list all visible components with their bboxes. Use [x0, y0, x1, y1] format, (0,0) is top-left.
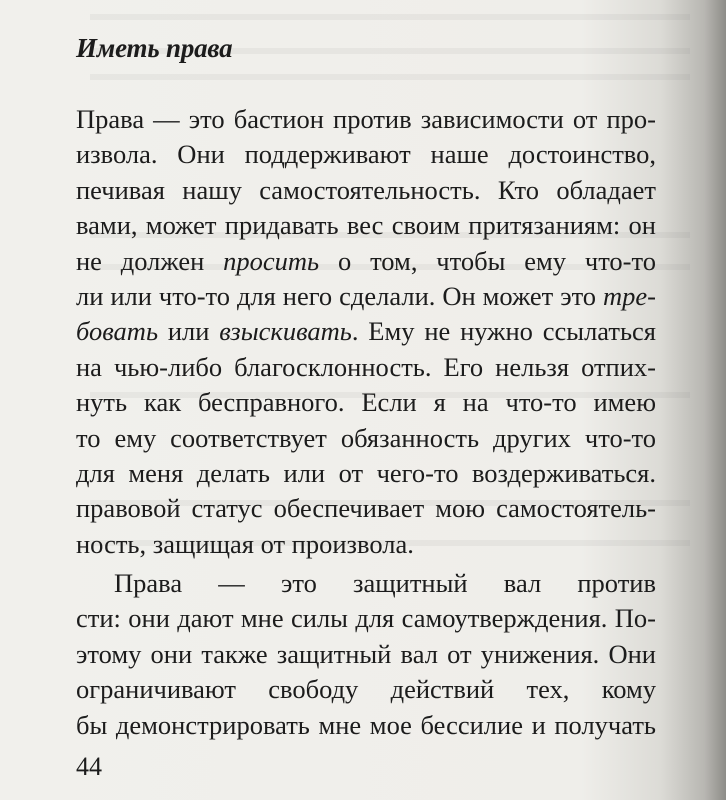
text-line: Права — это защитный вал против	[114, 568, 656, 599]
text-line: нуть как бесправного. Если я на что-то имею	[76, 387, 656, 418]
emphasis: тре-	[603, 280, 656, 311]
text-line: на чью-либо благосклонность. Его нельзя отпих-	[76, 351, 656, 382]
text-line: правовой статус обеспечивает мою самостоятель-	[76, 493, 656, 524]
text-line: Права — это бастион против зависимости от про-	[76, 104, 656, 134]
emphasis: взыскивать	[219, 316, 352, 347]
text-line: ограничивают свободу действий тех, кому	[76, 674, 656, 705]
text-line: бы демонстрировать мне мое бессилие и получать	[76, 709, 656, 740]
text-line: не должен просить о том, чтобы ему что-то	[76, 245, 656, 276]
text-line: ли или что-то для него сделали. Он может это тре-	[76, 280, 656, 311]
emphasis: просить	[223, 245, 320, 276]
emphasis: бовать	[76, 316, 158, 347]
text-line: бовать или взыскивать. Ему не нужно ссылаться	[76, 316, 656, 347]
text-line: ность, защищая от произвола.	[76, 528, 414, 559]
text-line: этому они также защитный вал от унижения. Они	[76, 638, 656, 669]
text-line: то ему соответствует обязанность других что-то	[76, 422, 656, 453]
page-number: 44	[76, 752, 102, 781]
text-line: печивая нашу самостоятельность. Кто обладает	[76, 174, 656, 205]
bleed-through-line	[90, 74, 690, 80]
text-line: сти: они дают мне силы для самоутверждения. По-	[76, 603, 656, 634]
bleed-through-line	[90, 14, 690, 20]
text-line: для меня делать или от чего-то воздерживаться.	[76, 457, 656, 488]
body-text	[76, 102, 656, 743]
text-line: вами, может придавать вес своим притязаниям: он	[76, 210, 656, 241]
section-heading: Иметь права	[76, 33, 233, 63]
text-line: извола. Они поддерживают наше достоинство,	[76, 139, 656, 170]
